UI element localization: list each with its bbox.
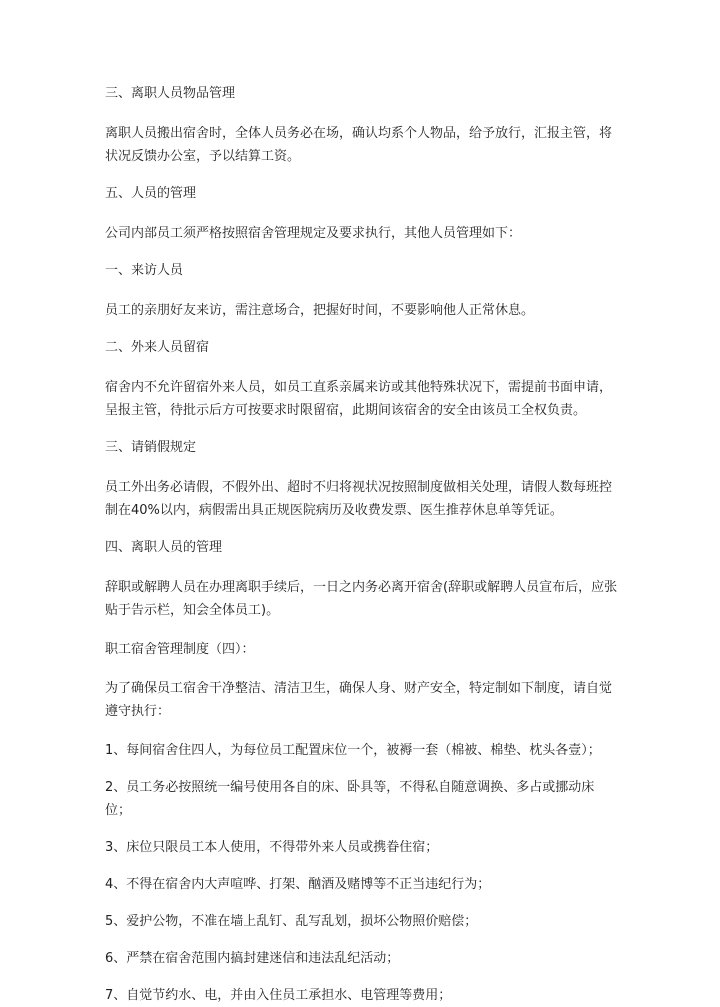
paragraph-leave-rules: 员工外出务必请假，不假外出、超时不归将视状况按照制度做相关处理，请假人数每班控制在40%以内，病假需出具正规医院病历及收费发票、医生推荐休息单等凭证。: [105, 480, 613, 518]
paragraph-departure-belongings: 离职人员搬出宿舍时，全体人员务必在场，确认均系个人物品，给予放行，汇报主管，将状况反馈办公室，予以结算工资。: [105, 126, 613, 164]
paragraph-departed-staff: 辞职或解聘人员在办理离职手续后，一日之内务必离开宿舍(辞职或解聘人员宣布后，应张贴于告示栏，知会全体员工)。: [105, 580, 618, 618]
section-heading-overnight-guests: 二、外来人员留宿: [105, 340, 210, 355]
list-item: 3、床位只限员工本人使用，不得带外来人员或携眷住宿；: [105, 840, 439, 855]
paragraph-visitors: 员工的亲朋好友来访，需注意场合，把握好时间，不要影响他人正常休息。: [105, 303, 535, 318]
list-item: 6、严禁在宿舍范围内搞封建迷信和违法乱纪活动；: [105, 951, 400, 966]
paragraph-regulation-title: 职工宿舍管理制度（四）：: [105, 642, 255, 657]
section-heading-leave-rules: 三、请销假规定: [105, 440, 197, 455]
section-heading-personnel-management: 五、人员的管理: [105, 186, 197, 201]
list-item: 5、爱护公物，不准在墙上乱钉、乱写乱划，损坏公物照价赔偿；: [105, 914, 478, 929]
paragraph-overnight-guests: 宿舍内不允许留宿外来人员，如员工直系亲属来访或其他特殊状况下，需提前书面申请，呈报主管，待批示后方可按要求时限留宿，此期间该宿舍的安全由该员工全权负责。: [105, 380, 613, 418]
section-heading-departed-staff: 四、离职人员的管理: [105, 540, 223, 555]
paragraph-regulation-intro: 为了确保员工宿舍干净整洁、清洁卫生，确保人身、财产安全，特定制如下制度，请自觉遵守执行：: [105, 681, 613, 719]
section-heading-visitors: 一、来访人员: [105, 263, 184, 278]
list-item: 2、员工务必按照统一编号使用各自的床、卧具等，不得私自随意调换、多占或挪动床位；: [105, 780, 595, 818]
list-item: 4、不得在宿舍内大声喧哗、打架、酗酒及赌博等不正当违纪行为；: [105, 877, 491, 892]
paragraph-personnel-management: 公司内部员工须严格按照宿舍管理规定及要求执行，其他人员管理如下：: [105, 226, 522, 241]
section-heading-departure-belongings: 三、离职人员物品管理: [105, 86, 236, 101]
list-item: 7、自觉节约水、电，并由入住员工承担水、电管理等费用；: [105, 988, 452, 1003]
list-item: 1、每间宿舍住四人，为每位员工配置床位一个，被褥一套（棉被、棉垫、枕头各壹）；: [105, 743, 601, 758]
